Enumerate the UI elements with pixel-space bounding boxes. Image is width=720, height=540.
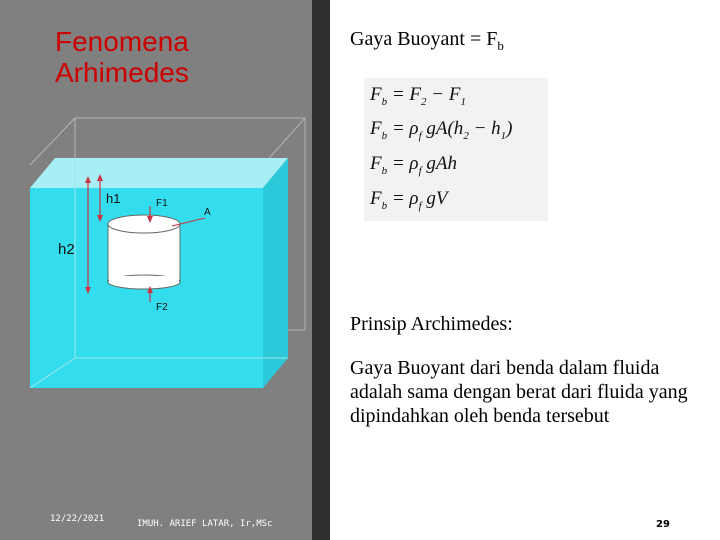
slide-title: Fenomena Arhimedes [55,26,189,88]
formula-4: $F_b = \rho_f$ gV [370,188,448,212]
formula-2: $F_b = \rho_f$ $gA(h_2 - h_1)$ [370,118,513,142]
cylinder-top [108,215,180,233]
formula-3: $F_b = \rho_f$ gAh [370,153,457,177]
tank-edge-left [30,118,75,165]
archimedes-tank-diagram [0,0,312,540]
formula-1: $F_b = F_2 - F_1$ [370,84,466,108]
tank-edge-right [263,118,305,165]
h1-label: h1 [106,191,121,206]
h2-label: h2 [58,241,75,258]
f2-label: F2 [156,302,168,313]
footer-date: 12/22/2021 [50,514,105,524]
buoyant-subscript: b [497,38,504,53]
formula-box [364,78,548,221]
cylinder-bottom-cover [109,276,179,282]
water-surface [30,158,288,188]
footer-author: IMUH. ARIEF LATAR, Ir,MSc [137,519,273,529]
principle-body: Gaya Buoyant dari benda dalam fluida adalah sama dengan berat dari fluida yang dipindahkan oleh benda tersebut [350,357,688,427]
f1-label: F1 [156,198,168,209]
buoyant-force-heading [350,28,504,54]
water-side [263,158,288,388]
area-label: A [204,207,211,218]
panel-divider [312,0,330,540]
principle-heading: Prinsip Archimedes: [350,313,513,335]
page-number: 29 [656,519,670,530]
buoyant-label: Gaya Buoyant = F [350,28,498,50]
